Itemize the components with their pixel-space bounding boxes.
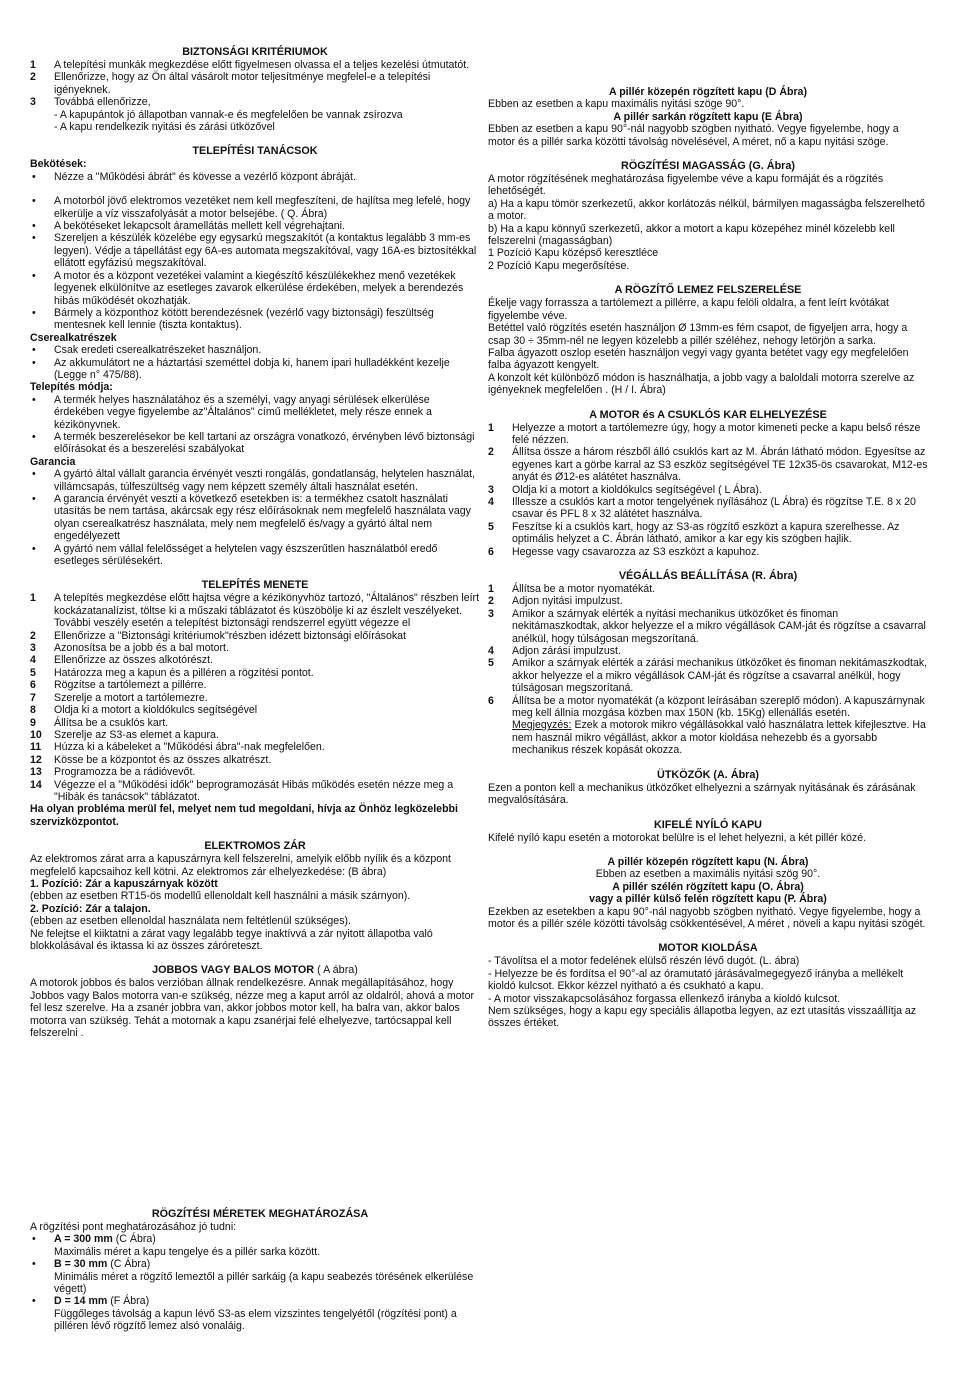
install-item — [30, 642, 480, 654]
connection-item: • Nézze a "Működési ábrát" és kövesse a vezérlő központ ábráját. — [30, 171, 480, 183]
safety-text: Ellenőrizze, hogy az Ön által vásárolt motor teljesítménye megfelel-e a telepítési igényeknek. — [54, 71, 431, 96]
release-item: - A motor visszakapcsolásához forgassa ellenkező irányba a kioldó kulcsot. — [488, 992, 841, 1005]
arm-item — [488, 446, 928, 483]
safety-sub-2: - A kapu rendelkezik nyitási és zárási ütközővel — [54, 121, 275, 134]
install-item — [30, 729, 480, 741]
plate-title: A RÖGZÍTŐ LEMEZ FELSZERELÉSE — [614, 284, 802, 297]
arm-title: A MOTOR és A CSUKLÓS KAR ELHELYEZÉSE — [589, 408, 827, 421]
install-item — [30, 679, 480, 691]
advice-title: TELEPÍTÉSI TANÁCSOK — [192, 145, 318, 158]
install-number: 7 — [30, 691, 36, 704]
dimension-figure: (C Ábra) — [110, 1258, 151, 1271]
o-title: A pillér szélén rögzített kapu (O. Ábra) — [612, 880, 804, 893]
install-item — [30, 667, 480, 679]
install-text: Szerelje az S3-as elemet a kapura. — [54, 728, 219, 741]
connection-item: • A motor és a központ vezetékei valamint a kiegészítő készülékekhez menő vezetékek legyenek elkülönítve az esetleges zavarok elkerülése érdekében, melyek a berendezés hibás működését okozhatják. — [30, 270, 480, 307]
arm-item — [488, 422, 928, 447]
limit-item — [488, 657, 928, 694]
e-title: A pillér sarkán rögzített kapu (E Ábra) — [613, 110, 803, 123]
n-title: A pillér közepén rögzített kapu (N. Ábra) — [607, 855, 809, 868]
safety-text: Továbbá ellenőrizze, — [54, 96, 151, 109]
dimensions-section — [30, 1208, 490, 1333]
limit-item — [488, 645, 928, 657]
warranty-item: • A gyártó nem vállal felelősséget a helytelen vagy észszerűtlen használatból eredő esetleges sérülésekért. — [30, 543, 480, 568]
arm-number: 2 — [488, 446, 494, 459]
plate-text: Ékelje vagy forrassza a tartólemezt a pillérre, a kapu felöli oldalra, a fent leírt kvótákat figyelembe véve. — [488, 297, 889, 322]
install-number: 3 — [30, 642, 36, 655]
install-text: Határozza meg a kapun és a pilléren a rögzítési pontot. — [54, 666, 314, 679]
height-title: RÖGZÍTÉSI MAGASSÁG (G. Ábra) — [621, 160, 795, 173]
limit-item — [488, 583, 928, 595]
install-text: Azonosítsa be a jobb és a bal motort. — [54, 642, 229, 655]
limit-text: Amikor a szárnyak elérték a zárási mechanikus ütközőket és finoman nekitámaszkodtak, akkor helyezze el a mikro végállások CAM-ját és rögzítse a csavarral anélkül, hogy túlságosan megszorítaná. — [512, 657, 928, 695]
install-item — [30, 654, 480, 666]
warranty-item: • A garancia érvényét veszti a következő esetekben is: a termékhez csatolt használati utasítás be nem tartása, akárcsak egy rész előírásoknak nem megfelelő használata vagy olyan cserealkatrész használata, mely nem megfelelő és/vagy a gyártó által nem engedélyezett — [30, 493, 480, 543]
dimension-desc: Függőleges távolság a kapun lévő S3-as elem vizszintes tengelyétől (rögzítési pont) a pilléren lévő rögzítő lemez alsó vonaláig. — [54, 1307, 457, 1333]
safety-item — [30, 96, 480, 108]
safety-text: A telepítési munkák megkezdése előtt figyelmesen olvassa el a teljes kezelési útmutatót. — [54, 59, 470, 71]
limit-number: 1 — [488, 583, 494, 595]
lock-pos1: 1. Pozíció: Zár a kapuszárnyak között — [30, 877, 218, 890]
limit-note-text: Ezek a motorok mikro végállásokkal való használatra lettek kifejlesztve. Ha nem használ mikro végállást, akkor a motor kioldása nehezebb és a gyorsabb mechanikus részek kopását okozza. — [512, 719, 926, 757]
warranty-label: Garancia — [30, 455, 76, 468]
dimensions-intro: A rögzítési pont meghatározásához jó tudni: — [30, 1221, 237, 1233]
lock-pos1-note: (ebben az esetben RT15-ös modellű ellenoldalt kell használni a másik szárnyon). — [30, 890, 411, 903]
dimension-label: B = 30 mm — [54, 1258, 108, 1271]
p-title: vagy a pillér külső felén rögzített kapu (P. Ábra) — [589, 893, 827, 906]
connection-item: • Bármely a központhoz kötött berendezésnek (vezérlő vagy biztonsági) feszültség mentesnek kell lennie (tiszta kontaktus). — [30, 307, 480, 332]
install-text: Ellenőrizze az összes alkotórészt. — [54, 654, 213, 667]
install-text: Ellenőrizze a "Biztonsági kritériumok"részben idézett biztonsági előírásokat — [54, 629, 406, 642]
arm-text: Állítsa össze a három részből álló csuklós kart az M. Ábrán látható módon. Egyesítse az egyenes kart a görbe karral az S3 eszköz segítségével TE 12x35-ös csavarokat, M12-es anyát és Ø12-es alátétet használva. — [512, 446, 928, 484]
release-item: - Távolítsa el a motor fedelének elülső részén lévő dugót. (L. ábra) — [488, 955, 800, 968]
limit-title: VÉGÁLLÁS BEÁLLÍTÁSA (R. Ábra) — [618, 570, 798, 582]
limit-note — [488, 719, 928, 756]
install-number: 9 — [30, 716, 36, 729]
install-item — [30, 692, 480, 704]
release-end: Nem szükséges, hogy a kapu egy speciális állapotba legyen, az ezt utasítás visszaállítja az összes értéket. — [488, 1004, 917, 1030]
use-item: • A termék helyes használatához és a személyi, vagy anyagi sérülések elkerülése érdekében vegye figyelembe az"Általános" című mellékletet, mely része ennek a kézikönyvnek. — [30, 394, 480, 431]
install-number: 14 — [30, 778, 42, 791]
install-item — [30, 754, 480, 766]
release-item: - Helyezze be és fordítsa el 90°-al az óramutató járásávalmegegyező irányba a mellékelt kioldó kulcsot. Ekkor kézzel nyitható a és csukható a kapu. — [488, 967, 904, 993]
dimension-item — [30, 1233, 490, 1258]
arm-item — [488, 546, 928, 558]
limit-item — [488, 608, 928, 645]
spare-item: • Csak eredeti cserealkatrészeket használjon. — [30, 344, 480, 356]
dimension-desc: Maximális méret a kapu tengelye és a pillér sarka között. — [54, 1245, 321, 1258]
d-text: Ebben az esetben a kapu maximális nyitási szöge 90°. — [488, 98, 745, 111]
connection-item: • A motorból jövő elektromos vezetéket nem kell megfeszíteni, de hajlítsa meg lefelé, hogy elkerülje a víz visszafolyását a motor belsejébe. ( Q. Ábra) — [30, 195, 480, 220]
dimensions-list — [30, 1233, 490, 1332]
install-text: Szerelje a motort a tartólemezre. — [54, 691, 208, 704]
install-number: 13 — [30, 766, 42, 779]
right-column — [488, 86, 928, 1030]
install-text: Állítsa be a csuklós kart. — [54, 716, 169, 729]
install-text: Végezze el a "Működési idők" beprogramozását Hibás működés esetén nézze meg a "Hibák és tanácsok" táblázatot. — [54, 778, 454, 803]
spare-item: • Az akkumulátort ne a háztartási szeméttel dobja ki, hanem ipari hulladékként kezelje (Legge n° 475/88). — [30, 357, 480, 382]
p-text: Ezekben az esetekben a kapu 90°-nál nagyobb szögben nyitható. Vegye figyelembe, hogy a motor és a pillér széle közötti távolság csökkentésével, A méret , növeli a kapu nyitási szögét. — [488, 905, 926, 930]
safety-item — [30, 71, 480, 96]
arm-text: Oldja ki a motort a kioldókulcs segítségével ( L Ábra). — [512, 483, 762, 496]
limit-text: Állítsa be a motor nyomatékát. — [512, 583, 656, 595]
use-label: Telepítés módja: — [30, 381, 113, 394]
dimension-desc: Minimális méret a rögzítő lemeztől a pillér sarkáig (a kapu seabezés törésének elkerülése végett) — [54, 1270, 474, 1296]
connection-item: • Szereljen a készülék közelébe egy egysarkú megszakítót (a kontaktus legalább 3 mm-es legyen). Védje a tápellátást egy 6A-es automata megszakítóval, vagy 16A-es biztosítékkal ellátott egyfázisú megszakítóval. — [30, 232, 480, 269]
arm-list — [488, 422, 928, 558]
use-item: • A termék beszerelésekor be kell tartani az országra vonatkozó, érvényben lévő biztonsági előírásokat és a beszerelési szabályokat — [30, 431, 480, 456]
dimension-figure: (F Ábra) — [110, 1295, 150, 1308]
install-number: 6 — [30, 679, 36, 692]
install-title: TELEPÍTÉS MENETE — [201, 579, 309, 592]
arm-number: 6 — [488, 545, 494, 558]
install-item — [30, 630, 480, 642]
dimension-label: D = 14 mm — [54, 1295, 108, 1308]
warranty-item: • A gyártó által vállalt garancia érvényét veszti rongálás, gondatlanság, helytelen használat, villámcsapás, túlfeszültség vagy nem képzett személy általi használat esetén. — [30, 468, 480, 493]
install-number: 11 — [30, 741, 42, 754]
out-text: Kifelé nyíló kapu esetén a motorokat belülre is el lehet helyezni, a két pillér közé. — [488, 831, 867, 844]
limit-text: Amikor a szárnyak elérték a nyitási mechanikus ütközőket és finoman nekitámaszkodtak, akkor helyezze el a mikro végállások CAM-ját és rögzítse a csavarral anélkül, hogy túlságosan megszorítaná. — [512, 607, 926, 645]
dimension-item — [30, 1295, 490, 1332]
dimension-label: A = 300 mm — [54, 1233, 113, 1246]
side-fig: ( A ábra) — [317, 964, 358, 977]
release-title: MOTOR KIOLDÁSA — [658, 942, 758, 955]
lock-pos2: 2. Pozíció: Zár a talajon. — [30, 902, 151, 915]
install-number: 10 — [30, 728, 42, 741]
lock-text2: Ne felejtse el kiiktatni a zárat vagy legalább tegye inaktívvá a zár nyitott állapotba való blokkolásával és iktassa ki az összes záróreteszt. — [30, 927, 433, 952]
plate-text: Falba ágyazott oszlop esetén használjon vegyi vagy gyanta betétet vagy egy megfelelően falba ágyazott kengyelt. — [488, 346, 909, 372]
safety-number: 1 — [30, 59, 36, 71]
arm-text: Feszítse ki a csuklós kart, hogy az S3-as rögzítő eszközt a kapura szerelhesse. Az optimális helyzet a C. Ábrán látható, amikor a kar egy kis szögben hajlik. — [512, 520, 900, 546]
side-heading — [30, 964, 480, 977]
out-title: KIFELÉ NYÍLÓ KAPU — [654, 818, 762, 831]
install-help: Ha olyan probléma merül fel, melyet nem tud megoldani, hívja az Önhöz legközelebbi szervizközpontot. — [30, 803, 458, 828]
limit-text: Állítsa be a motor nyomatékát (a központ leírásában szereplő módon). A kapuszárnynak meg kell állnia mozgása közben max 150N (kb. 15Kg) ellenállás esetén. — [512, 694, 925, 720]
install-text: Programozza be a rádióvevőt. — [54, 766, 196, 779]
install-text: A telepítés megkezdése előtt hajtsa végre a kézikönyvhöz tartozó, "Általános" részben leírt kockázatanalízist, töltse ki a műszaki táblázatot és küszöbölje ki az észlelt veszélyeket. További veszély esetén a telepítést biztonsági rendszerrel együtt végezze el — [54, 592, 480, 630]
n-text: Ebben az esetben a maximális nyitási szög 90°. — [595, 868, 821, 881]
d-title: A pillér közepén rögzített kapu (D Ábra) — [609, 86, 807, 98]
safety-number: 3 — [30, 96, 36, 109]
stop-title: ÜTKÖZŐK (A. Ábra) — [657, 768, 759, 781]
safety-list — [30, 59, 480, 109]
install-text: Húzza ki a kábeleket a "Működési ábra"-nak megfelelően. — [54, 741, 325, 754]
install-list — [30, 592, 480, 803]
install-number: 1 — [30, 592, 36, 605]
plate-text: Betéttel való rögzítés esetén használjon Ø 13mm-es fém csapot, de figyeljen arra, hogy a csap 30 ÷ 35mm-nél ne legyen közelebb a pillér széléhez, nehogy letörjön a sarka. — [488, 322, 908, 347]
limit-number: 6 — [488, 694, 494, 707]
arm-number: 4 — [488, 495, 494, 508]
install-item — [30, 779, 480, 804]
lock-title: ELEKTROMOS ZÁR — [204, 840, 306, 853]
arm-item — [488, 484, 928, 496]
install-number: 4 — [30, 654, 36, 667]
arm-text: Hegesse vagy csavarozza az S3 eszközt a kapuhoz. — [512, 545, 760, 558]
arm-number: 5 — [488, 520, 494, 533]
connections-label: Bekötések: — [30, 158, 87, 171]
lock-text: Az elektromos zárat arra a kapuszárnyra kell felszerelni, amelyik előbb nyílik és a központ megfelelő kapcsaihoz kell kötni. Az elektromos zár elhelyezkedése: (B ábra) — [30, 853, 451, 878]
limit-list — [488, 583, 928, 719]
install-item — [30, 717, 480, 729]
dimension-figure: (C Ábra) — [115, 1233, 156, 1246]
arm-text: Illessze a csuklós kart a motor tengelyének nyílásához (L Ábra) és rögzítse T.E. 8 x 20 csavar és PFL 8 x 32 alátétet használva. — [512, 495, 916, 521]
limit-item — [488, 595, 928, 607]
limit-text: Adjon nyitási impulzust. — [512, 595, 623, 608]
install-number: 2 — [30, 629, 36, 642]
install-item — [30, 592, 480, 629]
install-item — [30, 704, 480, 716]
height-a: a) Ha a kapu tömör szerkezetű, akkor korlátozás nélkül, bármilyen magasságba felszerelhető a motor. — [488, 197, 925, 223]
e-text: Ebben az esetben a kapu 90°-nál nagyobb szögben nyitható. Vegye figyelembe, hogy a motor és a pillér sarka közötti távolság növelésével, A méret, nő a kapu nyitási szöge. — [488, 123, 899, 148]
install-item — [30, 766, 480, 778]
arm-number: 3 — [488, 483, 494, 496]
arm-item — [488, 496, 928, 521]
lock-pos2-note: (ebben az esetben ellenoldal használata nem feltétlenül szükséges). — [30, 915, 351, 928]
limit-text: Adjon zárási impulzust. — [512, 645, 621, 658]
limit-number: 2 — [488, 595, 494, 608]
safety-title: BIZTONSÁGI KRITÉRIUMOK — [182, 46, 328, 58]
limit-number: 3 — [488, 607, 494, 620]
install-text: Oldja ki a motort a kioldókulcs segítségével — [54, 704, 258, 717]
install-number: 8 — [30, 704, 36, 717]
install-number: 5 — [30, 666, 36, 679]
dimensions-title: RÖGZÍTÉSI MÉRETEK MEGHATÁROZÁSA — [151, 1208, 369, 1220]
safety-sub-1: - A kapupántok jó állapotban vannak-e és megfelelően be vannak zsírozva — [54, 108, 403, 121]
height-text: A motor rögzítésének meghatározása figyelembe véve a kapu formáját és a rögzítés lehetőségét. — [488, 173, 884, 198]
side-text: A motorok jobbos és balos verzióban állnak rendelkezésre. Annak megállapításához, hogy Jobbos vagy Balos motorra van-e szükség, nézze meg a kaput arról az oldalról, ahová a motor fel lesz szerelve. Ha a zsanér jobbra van, akkor jobbos motor kell, ha balra van, akkor balos motorra van szükség. Tehát a motornak a kapu zsanérjai felé elhelyezve, tartócsappal kell felszerelni . — [30, 977, 474, 1040]
spare-label: Cserealkatrészek — [30, 331, 117, 344]
connection-item: • A bekötéseket lekapcsolt áramellátás mellett kell végrehajtani. — [30, 220, 480, 232]
side-title: JOBBOS VAGY BALOS MOTOR — [152, 964, 315, 977]
limit-number: 5 — [488, 657, 494, 670]
dimension-item — [30, 1258, 490, 1295]
limit-item — [488, 695, 928, 720]
plate-text: A konzolt két különböző módon is használhatja, a jobb vagy a baloldali motorra szerelve az igényeknek megfelelően . (H / I. Ábra) — [488, 371, 915, 397]
stop-text: Ezen a ponton kell a mechanikus ütközőket elhelyezni a szárnyak nyitásának és zárásának megvalósítására. — [488, 781, 916, 807]
safety-item — [30, 59, 480, 71]
install-item — [30, 741, 480, 753]
arm-number: 1 — [488, 421, 494, 434]
left-column — [30, 46, 480, 1039]
height-p1: 1 Pozíció Kapu középső keresztléce — [488, 247, 659, 260]
safety-number: 2 — [30, 71, 36, 84]
arm-text: Helyezze a motort a tartólemezre úgy, hogy a motor kimeneti pecke a kapu belső része felé nézzen. — [512, 421, 921, 446]
install-text: Rögzítse a tartólemezt a pillérre. — [54, 679, 207, 692]
arm-item — [488, 521, 928, 546]
install-text: Kösse be a központot és az összes alkatrészt. — [54, 753, 272, 766]
limit-number: 4 — [488, 645, 494, 658]
install-number: 12 — [30, 753, 42, 766]
height-p2: 2 Pozíció Kapu megerősítése. — [488, 259, 630, 272]
height-b: b) Ha a kapu könnyű szerkezetű, akkor a motort a kapu közepéhez minél közelebb kell felszerelni (magasságban) — [488, 222, 895, 248]
limit-note-label: Megjegyzés: — [512, 719, 572, 732]
